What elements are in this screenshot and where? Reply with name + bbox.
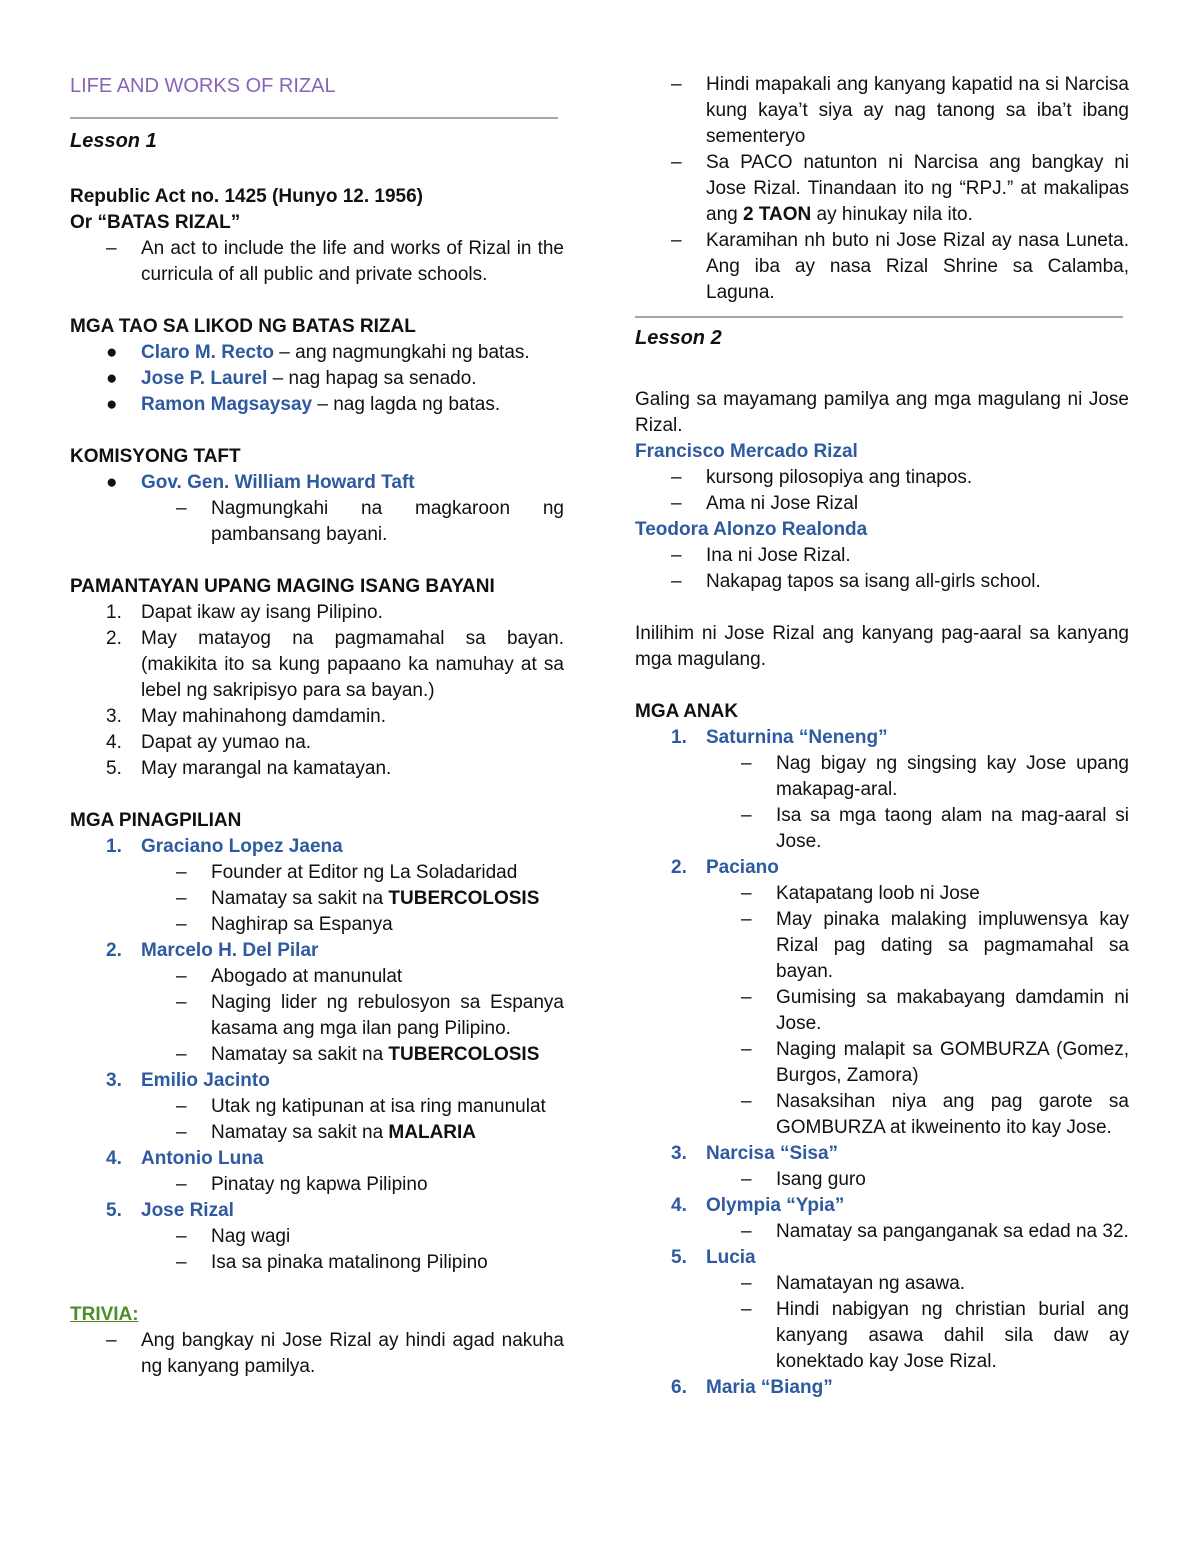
child-name: Maria “Biang” (706, 1377, 833, 1398)
list-item: ● Jose P. Laurel – nag hapag sa senado. (70, 366, 564, 392)
bullet-marker: ● (106, 394, 118, 415)
dash-marker: – (176, 1122, 187, 1143)
dash-marker: – (671, 493, 682, 514)
dash-marker: – (671, 545, 682, 566)
candidate-item (70, 834, 564, 860)
candidate-name: Jose Rizal (141, 1200, 234, 1221)
dash-marker: – (176, 1096, 187, 1117)
batas-rizal-alias: Or “BATAS RIZAL” (70, 212, 241, 233)
dash-marker: – (741, 1039, 752, 1060)
list-item: – Abogado at manunulat (70, 964, 564, 990)
lesson-2-heading: Lesson 2 (635, 327, 722, 349)
candidate-name: Antonio Luna (141, 1148, 264, 1169)
list-item: 4. Dapat ay yumao na. (70, 730, 564, 756)
dash-marker: – (741, 753, 752, 774)
list-item: 3. May mahinahong damdamin. (70, 704, 564, 730)
dash-marker: – (176, 1044, 187, 1065)
list-item: – Karamihan nh buto ni Jose Rizal ay nasa Luneta. Ang iba ay nasa Rizal Shrine sa Calamba, Laguna. (671, 230, 1129, 303)
bullet-marker: ● (106, 472, 118, 493)
person-name: Gov. Gen. William Howard Taft (141, 472, 415, 493)
bullet-marker: ● (106, 368, 118, 389)
dash-marker: – (671, 467, 682, 488)
candidate-item (70, 1068, 564, 1094)
list-item: – kursong pilosopiya ang tinapos. (635, 465, 1129, 491)
list-item: – Isa sa pinaka matalinong Pilipino (70, 1250, 564, 1276)
secret-paragraph: Inilihim ni Jose Rizal ang kanyang pag-aaral sa kanyang mga magulang. (635, 623, 1129, 670)
number-marker: 1. (671, 727, 687, 748)
lesson-divider (635, 316, 1123, 318)
list-item: – Nag bigay ng singsing kay Jose upang makapag-aral. (741, 753, 1129, 800)
number-marker: 3. (106, 706, 122, 727)
number-marker: 2. (106, 940, 122, 961)
intro-paragraph: Galing sa mayamang pamilya ang mga magulang ni Jose Rizal. (635, 389, 1129, 436)
person-name: Ramon Magsaysay (141, 394, 313, 415)
list-item: – Founder at Editor ng La Soladaridad (70, 860, 564, 886)
number-marker: 1. (106, 602, 122, 623)
number-marker: 4. (106, 1148, 122, 1169)
child-name: Lucia (706, 1247, 756, 1268)
anak-heading: MGA ANAK (635, 701, 739, 722)
dash-marker: – (106, 1330, 117, 1351)
taft-heading: KOMISYONG TAFT (70, 446, 241, 467)
list-item: – Namatayan ng asawa. (635, 1271, 1129, 1297)
number-marker: 5. (671, 1247, 687, 1268)
list-item: – Naging malapit sa GOMBURZA (Gomez, Burgos, Zamora) (741, 1039, 1129, 1086)
candidate-name: Emilio Jacinto (141, 1070, 270, 1091)
list-item: – Isang guro (635, 1167, 1129, 1193)
dash-marker: – (741, 1273, 752, 1294)
list-item: – Nag wagi (70, 1224, 564, 1250)
list-item: – Pinatay ng kapwa Pilipino (70, 1172, 564, 1198)
number-marker: 5. (106, 758, 122, 779)
list-item: 1. Dapat ikaw ay isang Pilipino. (70, 600, 564, 626)
child-name: Narcisa “Sisa” (706, 1143, 839, 1164)
dash-marker: – (741, 1299, 752, 1320)
father-name: Francisco Mercado Rizal (635, 441, 858, 462)
list-item: – Ina ni Jose Rizal. (635, 543, 1129, 569)
dash-marker: – (176, 992, 187, 1013)
dash-marker: – (176, 888, 187, 909)
number-marker: 1. (106, 836, 122, 857)
list-item: – Katapatang loob ni Jose (635, 881, 1129, 907)
number-marker: 3. (671, 1143, 687, 1164)
child-item (635, 725, 1129, 751)
dash-marker: – (741, 1091, 752, 1112)
list-item: – Nagmungkahi na magkaroon ng pambansang bayani. (176, 498, 564, 545)
child-item (635, 1245, 1129, 1271)
lesson-1-heading: Lesson 1 (70, 130, 157, 152)
list-item: – Nasaksihan niya ang pag garote sa GOMBURZA at ikweinento ito kay Jose. (741, 1091, 1129, 1138)
candidate-item (70, 1146, 564, 1172)
mother-name: Teodora Alonzo Realonda (635, 519, 868, 540)
number-marker: 6. (671, 1377, 687, 1398)
child-name: Paciano (706, 857, 779, 878)
list-item: – Sa PACO natunton ni Narcisa ang bangkay ni Jose Rizal. Tinandaan ito ng “RPJ.” at makalipas ang 2 TAON ay hinukay nila ito. (671, 152, 1129, 225)
candidate-name: Marcelo H. Del Pilar (141, 940, 319, 961)
dash-marker: – (176, 1252, 187, 1273)
republic-act-line: Republic Act no. 1425 (Hunyo 12. 1956) (70, 186, 424, 207)
list-item: – Naging lider ng rebulosyon sa Espanya kasama ang mga ilan pang Pilipino. (176, 992, 564, 1039)
list-item: – Gumising sa makabayang damdamin ni Jose. (741, 987, 1129, 1034)
dash-marker: – (176, 1174, 187, 1195)
pamantayan-heading: PAMANTAYAN UPANG MAGING ISANG BAYANI (70, 576, 495, 597)
number-marker: 2. (671, 857, 687, 878)
dash-marker: – (741, 987, 752, 1008)
dash-marker: – (106, 238, 117, 259)
list-item: – Naghirap sa Espanya (70, 912, 564, 938)
dash-marker: – (176, 498, 187, 519)
dash-marker: – (741, 1221, 752, 1242)
number-marker: 4. (671, 1195, 687, 1216)
dash-marker: – (176, 914, 187, 935)
list-item: – Namatay sa sakit na TUBERCOLOSIS (70, 886, 564, 912)
person-name: Jose P. Laurel (141, 368, 268, 389)
list-item: ● Ramon Magsaysay – nag lagda ng batas. (70, 392, 564, 418)
person-name: Claro M. Recto (141, 342, 275, 363)
number-marker: 3. (106, 1070, 122, 1091)
list-item: – Isa sa mga taong alam na mag-aaral si Jose. (741, 805, 1129, 852)
child-item (635, 1141, 1129, 1167)
dash-marker: – (741, 1169, 752, 1190)
republic-act-description: – An act to include the life and works of Rizal in the curricula of all public and private schools. (106, 238, 564, 285)
dash-marker: – (741, 883, 752, 904)
dash-marker: – (176, 862, 187, 883)
dash-marker: – (671, 571, 682, 592)
child-item (635, 855, 1129, 881)
list-item: 2. May matayog na pagmamahal sa bayan. (makikita ito sa kung papaano ka namuhay at sa lebel ng sakripisyo para sa bayan.) (106, 628, 564, 701)
dash-marker: – (671, 74, 682, 95)
list-item: 5. May marangal na kamatayan. (70, 756, 564, 782)
list-item (70, 470, 564, 496)
list-item: – Nakapag tapos sa isang all-girls school. (635, 569, 1129, 595)
dash-marker: – (741, 909, 752, 930)
child-item (635, 1375, 1129, 1401)
list-item: ● Claro M. Recto – ang nagmungkahi ng batas. (70, 340, 564, 366)
number-marker: 4. (106, 732, 122, 753)
list-item: – Namatay sa sakit na MALARIA (70, 1120, 564, 1146)
number-marker: 2. (106, 628, 122, 649)
dash-marker: – (671, 230, 682, 251)
list-item: – Hindi mapakali ang kanyang kapatid na si Narcisa kung kaya’t siya ay nag tanong sa iba’t ibang sementeryo (671, 74, 1129, 147)
list-item: – Ang bangkay ni Jose Rizal ay hindi agad nakuha ng kanyang pamilya. (106, 1330, 564, 1377)
list-item: – Namatay sa panganganak sa edad na 32. (635, 1219, 1129, 1245)
child-name: Olympia “Ypia” (706, 1195, 845, 1216)
bullet-marker: ● (106, 342, 118, 363)
list-item: – Namatay sa sakit na TUBERCOLOSIS (70, 1042, 564, 1068)
trivia-label: TRIVIA: (70, 1304, 139, 1325)
pinagpilian-heading: MGA PINAGPILIAN (70, 810, 242, 831)
dash-marker: – (741, 805, 752, 826)
number-marker: 5. (106, 1200, 122, 1221)
list-item: – Ama ni Jose Rizal (635, 491, 1129, 517)
document-title: LIFE AND WORKS OF RIZAL (70, 75, 336, 97)
dash-marker: – (176, 966, 187, 987)
child-item (635, 1193, 1129, 1219)
child-name: Saturnina “Neneng” (706, 727, 888, 748)
tao-heading: MGA TAO SA LIKOD NG BATAS RIZAL (70, 316, 416, 337)
candidate-item (70, 938, 564, 964)
list-item: – Hindi nabigyan ng christian burial ang kanyang asawa dahil sila daw ay konektado kay Jose Rizal. (741, 1299, 1129, 1372)
candidate-name: Graciano Lopez Jaena (141, 836, 343, 857)
list-item: – Utak ng katipunan at isa ring manunulat (70, 1094, 564, 1120)
dash-marker: – (176, 1226, 187, 1247)
list-item: – May pinaka malaking impluwensya kay Rizal pag dating sa pagmamahal sa bayan. (741, 909, 1129, 982)
dash-marker: – (671, 152, 682, 173)
title-divider (70, 117, 558, 119)
candidate-item (70, 1198, 564, 1224)
